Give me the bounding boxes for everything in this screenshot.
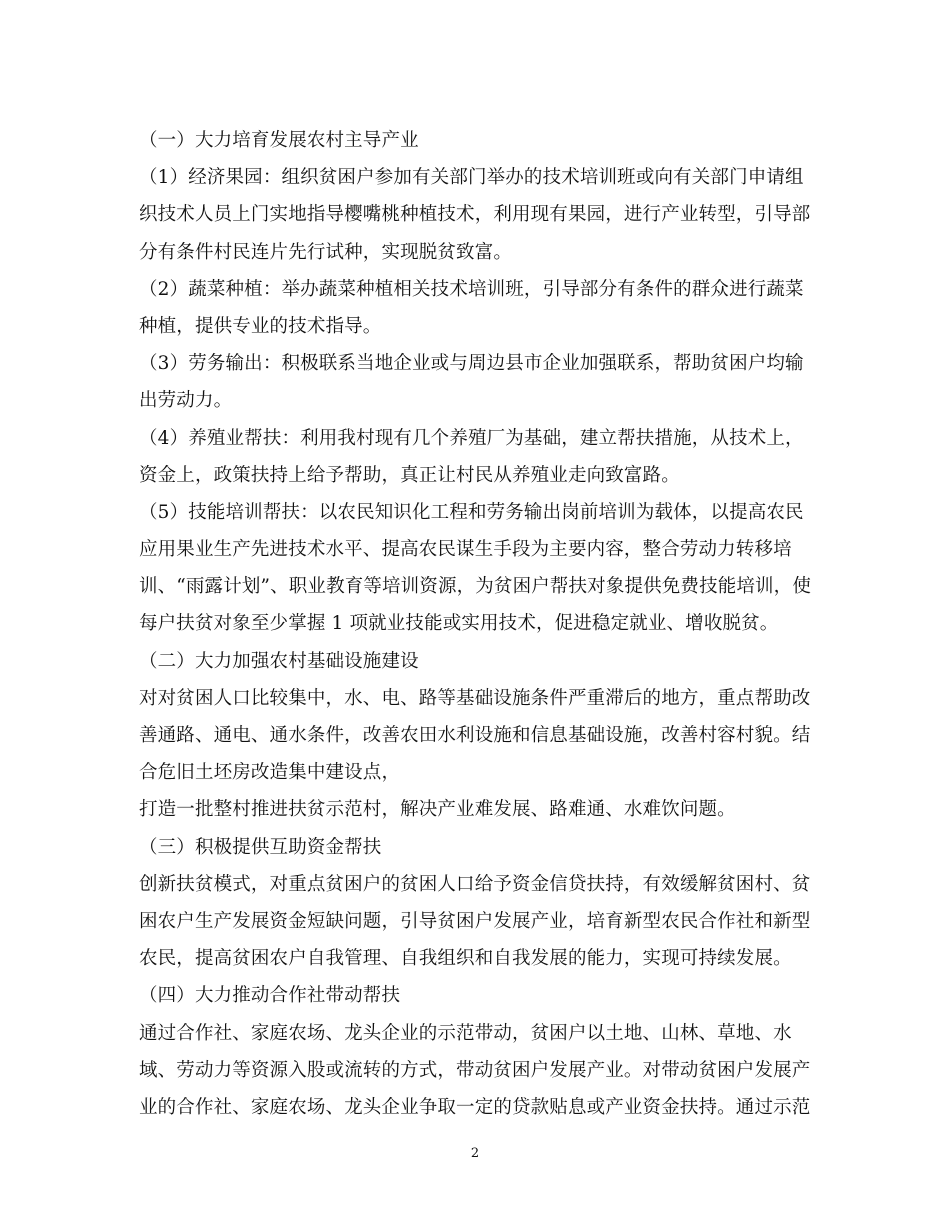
paragraph-line: 打造一批整村推进扶贫示范村，解决产业难发展、路难通、水难饮问题。 xyxy=(139,799,736,821)
paragraph-line: 通过合作社、家庭农场、龙头企业的示范带动，贫困户以土地、山林、草地、水 xyxy=(139,1022,792,1044)
section-heading-4: （四）大力推动合作社带动帮扶 xyxy=(139,985,401,1007)
paragraph-line: 创新扶贫模式，对重点贫困户的贫困人口给予资金信贷扶持，有效缓解贫困村、贫 xyxy=(139,873,811,895)
paragraph-line: 资金上，政策扶持上给予帮助，真正让村民从养殖业走向致富路。 xyxy=(139,464,680,486)
paragraph-line: 出劳动力。 xyxy=(139,390,233,412)
paragraph-line: （5）技能培训帮扶：以农民知识化工程和劳务输出岗前培训为载体，以提高农民 xyxy=(139,501,804,523)
paragraph-line: 织技术人员上门实地指导樱嘴桃种植技术，利用现有果园，进行产业转型，引导部 xyxy=(139,204,811,226)
document-body xyxy=(139,122,815,1126)
paragraph-line: 训、“雨露计划”、职业教育等培训资源，为贫困户帮扶对象提供免费技能培训，使 xyxy=(139,576,811,598)
paragraph-line: 种植，提供专业的技术指导。 xyxy=(139,315,382,337)
paragraph-line: 业的合作社、家庭农场、龙头企业争取一定的贷款贴息或产业资金扶持。通过示范 xyxy=(139,1096,811,1118)
paragraph-line: 应用果业生产先进技术水平、提高农民谋生手段为主要内容，整合劳动力转移培 xyxy=(139,539,792,561)
paragraph-line: （1）经济果园：组织贫困户参加有关部门举办的技术培训班或向有关部门申请组 xyxy=(139,167,804,189)
paragraph-line: 对对贫困人口比较集中，水、电、路等基础设施条件严重滞后的地方，重点帮助改 xyxy=(139,687,811,709)
paragraph-line: 困农户生产发展资金短缺问题，引导贫困户发展产业，培育新型农民合作社和新型 xyxy=(139,910,811,932)
section-heading-3: （三）积极提供互助资金帮扶 xyxy=(139,836,382,858)
paragraph-line: 农民，提高贫困农户自我管理、自我组织和自我发展的能力，实现可持续发展。 xyxy=(139,948,792,970)
paragraph-line: （2）蔬菜种植：举办蔬菜种植相关技术培训班，引导部分有条件的群众进行蔬菜 xyxy=(139,278,804,300)
section-heading-2: （二）大力加强农村基础设施建设 xyxy=(139,650,419,672)
paragraph-line: 善通路、通电、通水条件，改善农田水利设施和信息基础设施，改善村容村貌。结 xyxy=(139,725,811,746)
paragraph-line: （3）劳务输出：积极联系当地企业或与周边县市企业加强联系，帮助贫困户均输 xyxy=(139,353,804,375)
section-heading-1: （一）大力培育发展农村主导产业 xyxy=(139,130,419,151)
paragraph-line: 每户扶贫对象至少掌握 1 项就业技能或实用技术，促进稳定就业、增收脱贫。 xyxy=(139,613,779,635)
paragraph-line: 域、劳动力等资源入股或流转的方式，带动贫困户发展产业。对带动贫困户发展产 xyxy=(139,1059,811,1081)
paragraph-line: 分有条件村民连片先行试种，实现脱贫致富。 xyxy=(139,241,513,263)
paragraph-line: 合危旧土坯房改造集中建设点， xyxy=(139,762,401,784)
paragraph-line: （4）养殖业帮扶：利用我村现有几个养殖厂为基础，建立帮扶措施，从技术上， xyxy=(139,427,804,449)
page-number: 2 xyxy=(470,1146,480,1161)
